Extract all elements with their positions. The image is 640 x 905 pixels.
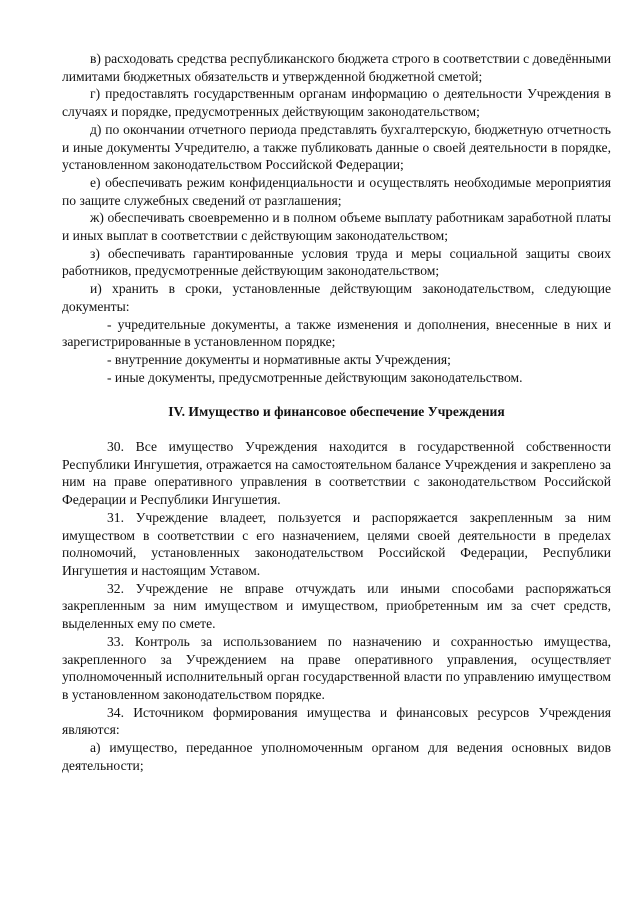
document-list-item: - внутренние документы и нормативные акты Учреждения;: [107, 351, 451, 367]
clause-paragraph: 31. Учреждение владеет, пользуется и распоряжается закрепленным за ним имуществом в соответствии с его назначением, целями своей деятельности в пределах полномочий, установленных законодательством Российской Федерации, Республики Ингушетия и настоящим Уставом.: [62, 509, 611, 578]
clause-paragraph: 30. Все имущество Учреждения находится в государственной собственности Республики Ингушетия, отражается на самостоятельном балансе Учреждения и закреплено за ним на праве оперативного управления в соответствии с законодательством Российской Федерации и Республики Ингушетия.: [62, 439, 611, 508]
list-item: и) хранить в сроки, установленные действующим законодательством, следующие документы:: [62, 281, 611, 314]
list-item: д) по окончании отчетного периода представлять бухгалтерскую, бюджетную отчетность и иные документы Учредителю, а также публиковать данные о своей деятельности в порядке, установленном законодательством Российской Федерации;: [62, 121, 611, 173]
source-list-item: а) имущество, переданное уполномоченным органом для ведения основных видов деятельности;: [62, 740, 611, 773]
list-item: ж) обеспечивать своевременно и в полном объеме выплату работникам заработной платы и иных выплат в соответствии с действующим законодательством;: [62, 210, 611, 244]
list-item: в) расходовать средства республиканского бюджета строго в соответствии с доведёнными лимитами бюджетных обязательств и утвержденной бюджетной сметой;: [62, 51, 611, 84]
document-list-item: - иные документы, предусмотренные действующим законодательством.: [107, 369, 523, 385]
document-list-item: - учредительные документы, а также изменения и дополнения, внесенные в них и зарегистрированные в установленном порядке;: [62, 316, 611, 350]
clause-paragraph: 32. Учреждение не вправе отчуждать или иными способами распоряжаться закрепленным за ним имуществом и имуществом, приобретенным им за счет средств, выделенных ему по смете.: [62, 580, 611, 632]
list-item: г) предоставлять государственным органам информацию о деятельности Учреждения в случаях и порядке, предусмотренных действующим законодательством;: [62, 86, 611, 120]
clause-paragraph: 33. Контроль за использованием по назначению и сохранностью имущества, закрепленного за Учреждением на праве оперативного управления, осуществляет уполномоченный исполнительный орган государственной власти по управлению имуществом в установленном законодательством порядке.: [62, 633, 611, 702]
list-item: з) обеспечивать гарантированные условия труда и меры социальной защиты своих работников, предусмотренные действующим законодательством;: [62, 245, 611, 279]
list-item: е) обеспечивать режим конфиденциальности и осуществлять необходимые мероприятия по защите служебных сведений от разглашения;: [62, 174, 611, 208]
section-heading: IV. Имущество и финансовое обеспечение Учреждения: [168, 404, 505, 420]
clause-paragraph: 34. Источником формирования имущества и финансовых ресурсов Учреждения являются:: [62, 704, 611, 738]
document-body: [62, 50, 611, 774]
